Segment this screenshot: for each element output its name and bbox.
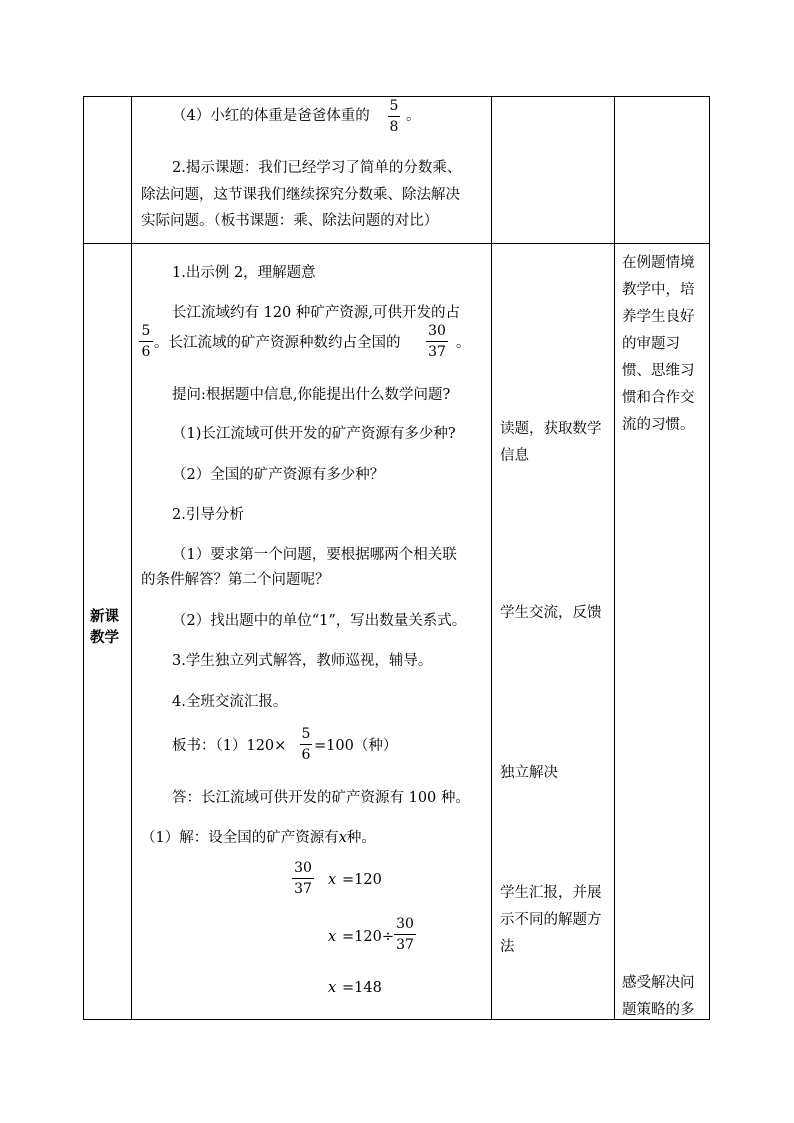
reveal-topic-line1: 2.揭示课题：我们已经学习了简单的分数乘、	[172, 160, 462, 176]
fraction-bar	[292, 878, 314, 879]
fraction-numerator: 30	[294, 860, 312, 876]
solve-text: （1）解：设全国的矿产资源有	[141, 830, 339, 846]
fraction-bar	[388, 116, 400, 117]
equation1-fraction	[292, 860, 314, 897]
question-2: （2）全国的矿产资源有多少种？	[172, 467, 385, 483]
item4-period: 。	[406, 108, 421, 124]
answer-line: 答：长江流域可供开发的矿产资源有 100 种。	[172, 790, 470, 806]
fraction-denominator: 37	[294, 881, 312, 897]
fraction-denominator: 6	[301, 747, 311, 763]
equation1-rhs: =120	[342, 872, 382, 888]
analysis1-line1: （1）要求第一个问题，要根据哪两个相关联	[172, 547, 457, 563]
step1-title: 1.出示例 2，理解题意	[172, 265, 316, 281]
equation1-variable: x	[328, 872, 337, 888]
equation2-rhs: =120÷	[342, 929, 394, 945]
equation3-rhs: =148	[342, 980, 382, 996]
fraction-denominator: 8	[389, 119, 399, 135]
variable-x: x	[338, 830, 347, 846]
fraction-denominator: 6	[141, 344, 151, 360]
question-1: （1)长江流域可供开发的矿产资源有多少种?	[172, 426, 456, 442]
table-border-bottom	[83, 1019, 710, 1020]
column-divider-3	[614, 96, 615, 1020]
equation2-variable: x	[328, 929, 337, 945]
fraction-bar	[394, 934, 416, 935]
row-divider	[83, 243, 710, 244]
fraction-bar	[139, 341, 153, 342]
reveal-topic-line3: 实际问题。（板书课题：乘、除法问题的对比）	[141, 213, 439, 229]
board-result: =100（种）	[314, 738, 398, 754]
step2-title: 2.引导分析	[172, 507, 244, 523]
fraction-numerator: 30	[396, 916, 414, 932]
example-line1: 长江流域约有 120 种矿产资源,可供开发的占	[172, 305, 461, 321]
student-activity-read: 读题，获取数学信息	[500, 421, 602, 464]
question-prompt: 提问:根据题中信息,你能提出什么数学问题?	[172, 387, 451, 403]
step3: 3.学生独立列式解答，教师巡视，辅导。	[172, 653, 433, 669]
reveal-topic-line2: 除法问题，这节课我们继续探究分数乘、除法解决	[141, 187, 460, 203]
column-divider-1	[131, 96, 132, 1020]
fraction-bar	[426, 341, 448, 342]
example-line2: 。长江流域的矿产资源种数约占全国的	[154, 335, 401, 351]
fraction-bar	[300, 744, 312, 745]
equation2-fraction	[394, 916, 416, 953]
example-fraction-b	[426, 323, 448, 360]
item4-text: （4）小红的体重是爸爸体重的	[172, 108, 370, 124]
board-fraction	[300, 726, 312, 763]
design-intent-text2: 感受解决问题策略的多	[622, 975, 695, 1018]
column-divider-2	[491, 96, 492, 1020]
solve-line	[141, 828, 376, 848]
table-border-right	[709, 96, 710, 1020]
fraction-numerator: 5	[389, 98, 399, 114]
fraction-numerator: 5	[301, 726, 311, 742]
fraction-numerator: 30	[428, 323, 446, 339]
student-activity-report: 学生汇报，并展示不同的解题方法	[500, 885, 602, 955]
board-text: 板书：（1）120×	[172, 738, 287, 754]
example-fraction-a	[139, 323, 153, 360]
equation3-variable: x	[328, 980, 337, 996]
table-border-left	[83, 96, 84, 1020]
student-activity-solve: 独立解决	[500, 765, 558, 781]
table-border-top	[83, 96, 710, 97]
item4-fraction	[388, 98, 400, 135]
section-label-line1: 新课	[90, 608, 119, 625]
section-label-line2: 教学	[90, 629, 119, 646]
example-line2-end: 。	[456, 335, 471, 351]
analysis2: （2）找出题中的单位“1”，写出数量关系式。	[172, 613, 467, 629]
fraction-denominator: 37	[428, 344, 446, 360]
design-intent-text1: 在例题情境教学中，培养学生良好的审题习惯、思维习惯和合作交流的习惯。	[622, 255, 695, 433]
analysis1-line2: 的条件解答？第二个问题呢？	[141, 572, 330, 588]
step4: 4.全班交流汇报。	[172, 694, 288, 710]
student-activity-discuss: 学生交流，反馈	[500, 605, 602, 621]
solve-tail: 种。	[346, 830, 376, 846]
fraction-numerator: 5	[141, 323, 151, 339]
fraction-denominator: 37	[396, 937, 414, 953]
